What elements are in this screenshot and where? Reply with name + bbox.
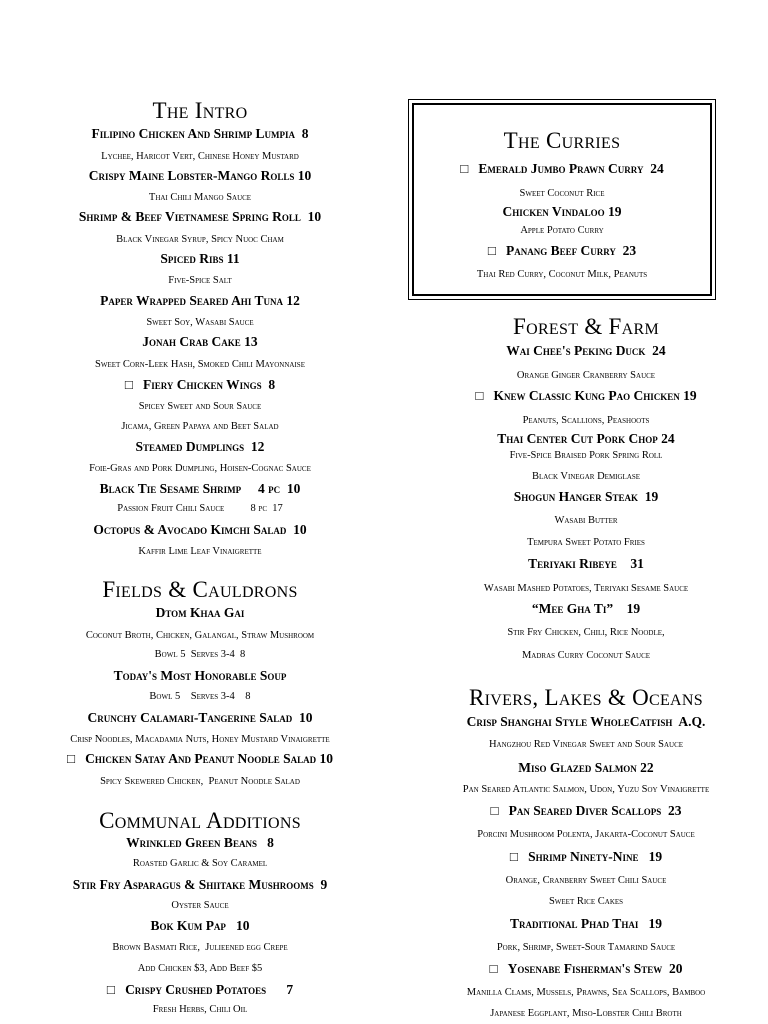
menu-item-description xyxy=(0,421,400,432)
menu-text: Coconut Broth, Chicken, Galangal, Straw Mushroom xyxy=(85,630,315,641)
menu-text: Sweet Corn-Leek Hash, Smoked Chili Mayonnaise xyxy=(95,359,305,370)
menu-text: Crispy Maine Lobster-Mango Rolls 10 xyxy=(88,168,312,183)
menu-text: Wasabi Butter xyxy=(554,515,618,526)
menu-text: Today's Most Honorable Soup xyxy=(113,668,287,683)
menu-text: Foie-Gras and Pork Dumpling, Hoisen-Cognac Sauce xyxy=(89,463,311,474)
menu-item-description xyxy=(404,515,768,526)
menu-text: Lychee, Haricot Vert, Chinese Honey Mustard xyxy=(101,151,299,162)
menu-text: Pan Seared Atlantic Salmon, Udon, Yuzu Soy Vinaigrette xyxy=(462,784,710,795)
menu-item-name xyxy=(404,343,768,359)
section-heading xyxy=(0,98,400,124)
menu-text: Shrimp Ninety-Nine 19 xyxy=(528,849,663,864)
menu-text: Panang Beef Curry 23 xyxy=(505,243,637,258)
menu-item-name xyxy=(404,388,768,404)
menu-item-description xyxy=(404,1008,768,1019)
section-heading xyxy=(404,314,768,340)
menu-item-name xyxy=(404,601,768,617)
menu-text: Apple Potato Curry xyxy=(520,225,604,236)
curries-box xyxy=(408,99,716,300)
section-heading xyxy=(409,128,715,154)
menu-text: Five-Spice Salt xyxy=(168,275,232,286)
menu-text: Orange, Cranberry Sweet Chili Sauce xyxy=(505,875,667,886)
menu-text: Sweet Rice Cakes xyxy=(548,896,624,907)
menu-text: Fiery Chicken Wings 8 xyxy=(142,377,276,392)
menu-text: Passion Fruit Chili Sauce 8 pc 17 xyxy=(117,503,283,514)
menu-text: Oyster Sauce xyxy=(171,900,229,911)
menu-text: Roasted Garlic & Soy Caramel xyxy=(132,858,268,869)
menu-item-name xyxy=(0,481,400,497)
menu-text: Manilla Clams, Mussels, Prawns, Sea Scallops, Bamboo xyxy=(466,987,706,998)
menu-item-description xyxy=(409,188,715,199)
menu-item-description xyxy=(0,900,400,911)
menu-item-name xyxy=(404,489,768,505)
menu-text: Thai Center Cut Pork Chop 24 xyxy=(497,431,675,446)
menu-item-description xyxy=(0,192,400,203)
menu-text: Porcini Mushroom Polenta, Jakarta-Coconut Sauce xyxy=(477,829,695,840)
menu-item-name xyxy=(404,431,768,447)
menu-text: Japanese Eggplant, Miso-Lobster Chili Broth xyxy=(490,1008,682,1019)
menu-item-description xyxy=(404,537,768,548)
menu-text: Kaffir Lime Leaf Vinaigrette xyxy=(138,546,262,557)
menu-item-name xyxy=(0,877,400,893)
menu-text: Bok Kum Pap 10 xyxy=(150,918,250,933)
menu-text: The Curries xyxy=(503,128,621,153)
menu-text: Wrinkled Green Beans 8 xyxy=(126,835,274,850)
menu-item-description xyxy=(404,650,768,661)
menu-item-description xyxy=(0,649,400,660)
menu-item-name xyxy=(0,605,400,621)
menu-item-name xyxy=(0,918,400,934)
menu-item-name xyxy=(0,377,400,393)
menu-item-description xyxy=(404,450,768,461)
menu-item-description xyxy=(409,225,715,236)
menu-text: Pan Seared Diver Scallops 23 xyxy=(508,803,682,818)
square-icon: □ xyxy=(509,849,519,864)
menu-item-name xyxy=(404,803,768,819)
menu-item-description xyxy=(0,691,400,702)
menu-item-description xyxy=(0,630,400,641)
menu-text: Spicey Sweet and Sour Sauce xyxy=(138,401,262,412)
menu-item-description xyxy=(404,471,768,482)
menu-text: Madras Curry Coconut Sauce xyxy=(521,650,651,661)
menu-text: Black Vinegar Syrup, Spicy Nuoc Cham xyxy=(116,234,284,245)
menu-item-name xyxy=(0,522,400,538)
menu-text: Spicy Skewered Chicken, Peanut Noodle Salad xyxy=(100,776,300,787)
menu-item-name xyxy=(404,961,768,977)
menu-text: Thai Red Curry, Coconut Milk, Peanuts xyxy=(476,269,648,280)
square-icon: □ xyxy=(460,161,469,176)
menu-item-description xyxy=(0,234,400,245)
menu-text: Black Vinegar Demiglase xyxy=(531,471,641,482)
section-heading xyxy=(404,685,768,711)
menu-text: Chicken Satay And Peanut Noodle Salad 10 xyxy=(85,751,334,766)
menu-text: Stir Fry Asparagus & Shiitake Mushrooms 9 xyxy=(72,877,328,892)
menu-item-name xyxy=(409,204,715,220)
menu-text: Pork, Shrimp, Sweet-Sour Tamarind Sauce xyxy=(496,942,676,953)
menu-item-description xyxy=(0,401,400,412)
menu-item-description xyxy=(409,269,715,280)
menu-item-name xyxy=(409,161,715,177)
section-heading xyxy=(0,808,400,834)
menu-item-description xyxy=(0,1004,400,1015)
menu-text: Bowl 5 Serves 3-4 8 xyxy=(154,649,246,660)
menu-item-description xyxy=(404,739,768,750)
menu-item-description xyxy=(0,317,400,328)
square-icon: □ xyxy=(489,961,498,976)
menu-text: Shogun Hanger Steak 19 xyxy=(513,489,659,504)
menu-text: Crisp Shanghai Style WholeCatfish A.Q. xyxy=(466,714,706,729)
menu-item-name xyxy=(404,849,768,865)
menu-text: Sweet Coconut Rice xyxy=(519,188,605,199)
menu-text: Traditional Phad Thai 19 xyxy=(510,916,662,931)
menu-item-description xyxy=(404,415,768,426)
menu-item-name xyxy=(0,982,400,998)
menu-text: Paper Wrapped Seared Ahi Tuna 12 xyxy=(100,293,300,308)
menu-item-description xyxy=(0,546,400,557)
menu-text: Brown Basmati Rice, Julieened egg Crepe xyxy=(112,942,288,953)
menu-item-name xyxy=(404,916,768,932)
menu-item-name xyxy=(404,760,768,776)
menu-text: The Intro xyxy=(152,98,248,123)
menu-item-description xyxy=(0,463,400,474)
menu-text: Shrimp & Beef Vietnamese Spring Roll 10 xyxy=(78,209,322,224)
menu-text: Emerald Jumbo Prawn Curry 24 xyxy=(478,161,664,176)
menu-item-description xyxy=(404,829,768,840)
menu-text: Orange Ginger Cranberry Sauce xyxy=(516,370,656,381)
menu-text: Hangzhou Red Vinegar Sweet and Sour Sauce xyxy=(488,739,684,750)
menu-text: Crunchy Calamari-Tangerine Salad 10 xyxy=(87,710,313,725)
menu-text: Sweet Soy, Wasabi Sauce xyxy=(146,317,254,328)
menu-item-name xyxy=(0,668,400,684)
menu-item-name xyxy=(0,439,400,455)
menu-text: Chicken Vindaloo 19 xyxy=(502,204,622,219)
menu-item-name xyxy=(0,710,400,726)
menu-text: Yosenabe Fisherman's Stew 20 xyxy=(507,961,683,976)
menu-text: Crisp Noodles, Macadamia Nuts, Honey Mustard Vinaigrette xyxy=(70,734,330,745)
menu-text: Steamed Dumplings 12 xyxy=(135,439,265,454)
menu-text: Forest & Farm xyxy=(513,314,659,339)
menu-text: Fresh Herbs, Chili Oil xyxy=(152,1004,248,1015)
menu-text: Octopus & Avocado Kimchi Salad 10 xyxy=(93,522,307,537)
menu-item-description xyxy=(404,784,768,795)
menu-item-description xyxy=(404,987,768,998)
menu-text: Wai Chee's Peking Duck 24 xyxy=(506,343,666,358)
menu-item-description xyxy=(0,776,400,787)
menu-item-name xyxy=(404,556,768,572)
menu-item-description xyxy=(404,583,768,594)
square-icon: □ xyxy=(487,243,496,258)
menu-item-description xyxy=(0,734,400,745)
menu-text: Knew Classic Kung Pao Chicken 19 xyxy=(493,388,697,403)
menu-item-description xyxy=(404,942,768,953)
menu-text: Thai Chili Mango Sauce xyxy=(148,192,252,203)
square-icon: □ xyxy=(490,803,499,818)
square-icon: □ xyxy=(106,982,116,997)
menu-text: Spiced Ribs 11 xyxy=(160,251,240,266)
menu-text: Jonah Crab Cake 13 xyxy=(142,334,258,349)
menu-text: “Mee Gha Ti” 19 xyxy=(531,601,641,616)
square-icon: □ xyxy=(66,751,76,766)
menu-item-description xyxy=(0,503,400,514)
menu-text: Crispy Crushed Potatoes 7 xyxy=(125,982,294,997)
menu-text: Black Tie Sesame Shrimp 4 pc 10 xyxy=(99,481,301,496)
menu-text: Stir Fry Chicken, Chili, Rice Noodle, xyxy=(507,627,665,638)
menu-text: Miso Glazed Salmon 22 xyxy=(518,760,654,775)
menu-item-name xyxy=(0,334,400,350)
menu-item-name xyxy=(0,251,400,267)
menu-text: Rivers, Lakes & Oceans xyxy=(469,685,703,710)
menu-item-name xyxy=(0,293,400,309)
menu-item-name xyxy=(404,714,768,730)
menu-item-description xyxy=(0,963,400,974)
menu-text: Five-Spice Braised Pork Spring Roll xyxy=(509,450,663,461)
menu-text: Communal Additions xyxy=(99,808,301,833)
square-icon: □ xyxy=(124,377,133,392)
menu-item-description xyxy=(0,942,400,953)
menu-text: Filipino Chicken And Shrimp Lumpia 8 xyxy=(91,126,309,141)
menu-item-name xyxy=(0,209,400,225)
menu-item-description xyxy=(0,359,400,370)
menu-text: Bowl 5 Serves 3-4 8 xyxy=(149,691,251,702)
menu-text: Fields & Cauldrons xyxy=(102,577,298,602)
menu-text: Dtom Khaa Gai xyxy=(155,605,245,620)
menu-text: Peanuts, Scallions, Peashoots xyxy=(522,415,650,426)
menu-item-description xyxy=(404,627,768,638)
menu-item-name xyxy=(0,751,400,767)
menu-item-name xyxy=(0,126,400,142)
menu-text: Wasabi Mashed Potatoes, Teriyaki Sesame Sauce xyxy=(483,583,689,594)
menu-item-description xyxy=(404,875,768,886)
menu-text: Teriyaki Ribeye 31 xyxy=(528,556,644,571)
menu-item-description xyxy=(404,896,768,907)
menu-text: Tempura Sweet Potato Fries xyxy=(527,537,645,548)
menu-item-description xyxy=(0,275,400,286)
menu-text: Add Chicken $3, Add Beef $5 xyxy=(137,963,263,974)
menu-item-name xyxy=(409,243,715,259)
square-icon: □ xyxy=(475,388,484,403)
menu-item-description xyxy=(0,858,400,869)
menu-item-name xyxy=(0,835,400,851)
menu-item-name xyxy=(0,168,400,184)
section-heading xyxy=(0,577,400,603)
menu-text: Jicama, Green Papaya and Beet Salad xyxy=(121,421,279,432)
menu-item-description xyxy=(404,370,768,381)
menu-item-description xyxy=(0,151,400,162)
